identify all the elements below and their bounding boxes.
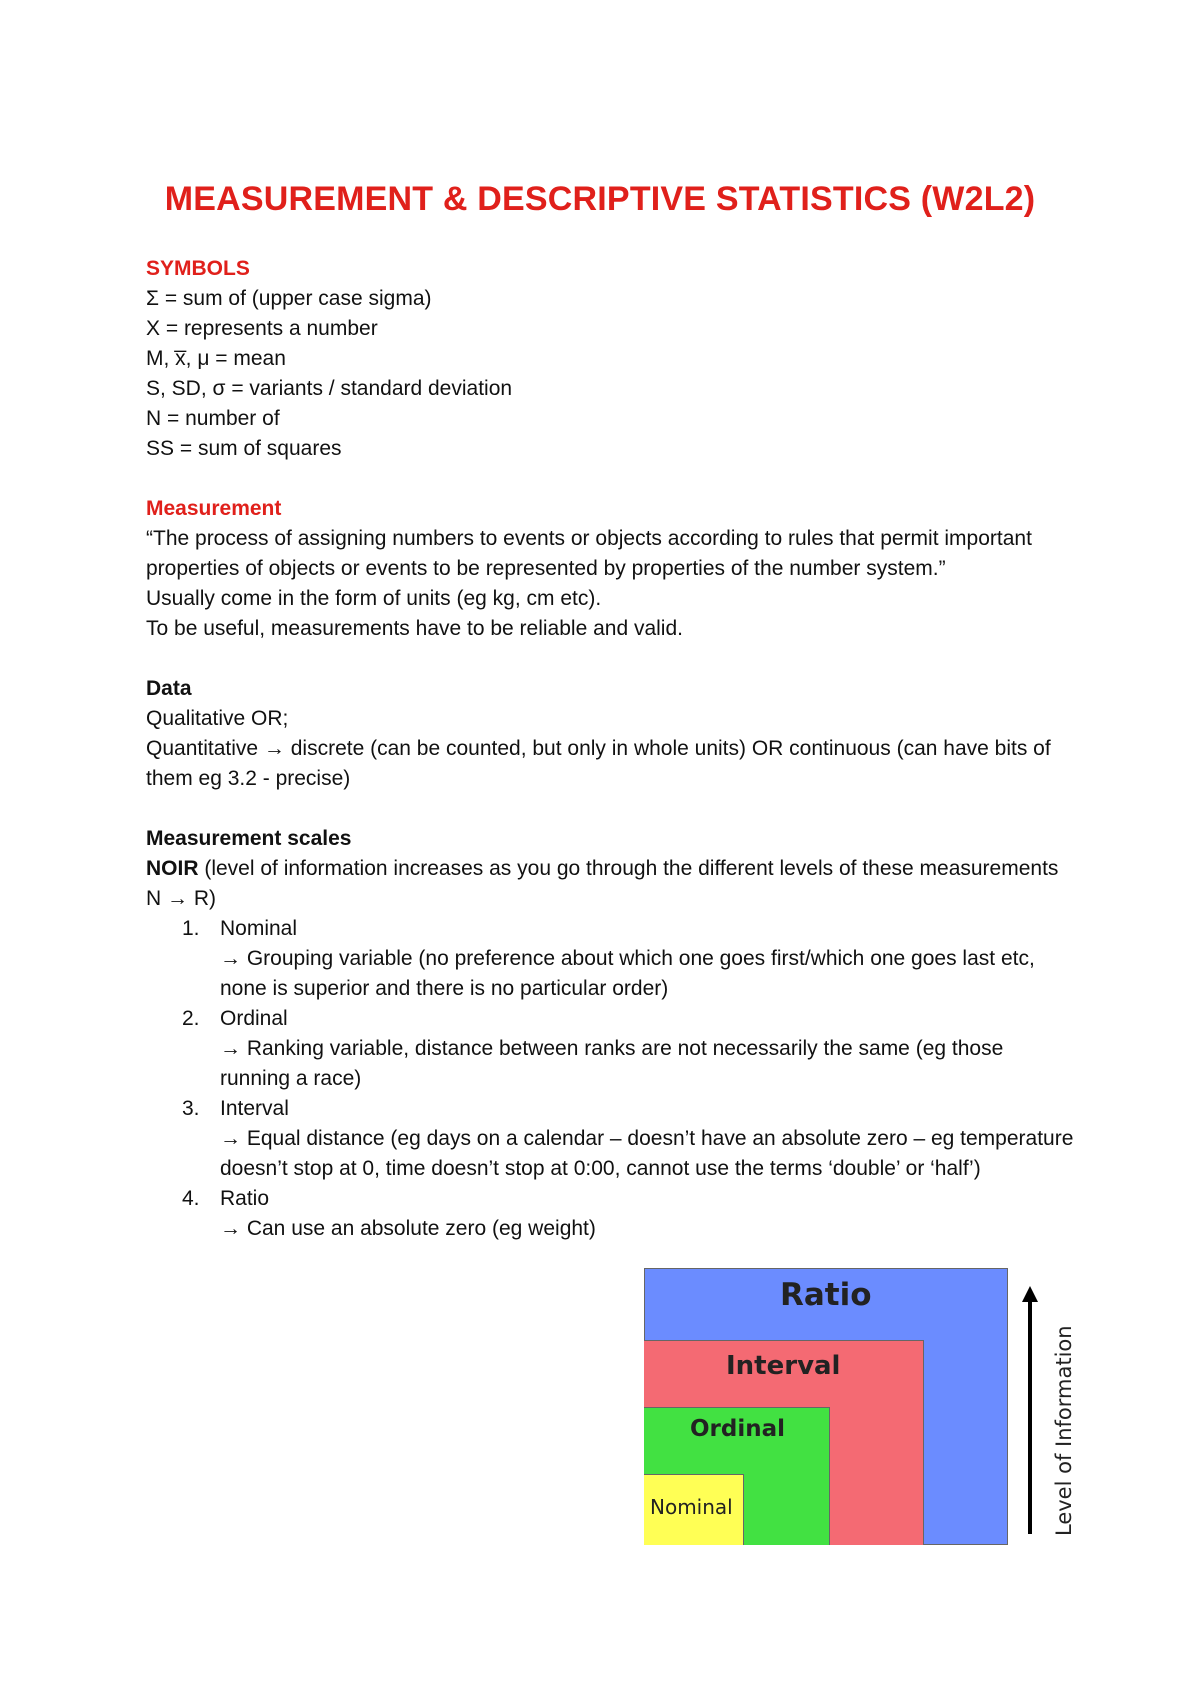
symbol-line: S, SD, σ = variants / standard deviation — [146, 377, 513, 400]
measurement-heading: Measurement — [146, 497, 282, 520]
ratio-label: Ratio — [780, 1277, 872, 1313]
scale-description: Equal distance (eg days on a calendar – doesn’t have an absolute zero – eg temperature doesn’t stop at 0, time doesn’t stop at 0:00, cannot use the terms ‘double’ or ‘half’) — [220, 1127, 1074, 1180]
data-heading: Data — [146, 677, 192, 700]
symbol-line: Σ = sum of (upper case sigma) — [146, 287, 432, 310]
list-item — [146, 914, 1076, 1004]
symbol-line: M, x̅, μ = mean — [146, 347, 286, 370]
up-arrow-icon — [1020, 1286, 1040, 1536]
page-title: MEASUREMENT & DESCRIPTIVE STATISTICS (W2L2) — [164, 180, 1036, 218]
data-quantitative-line: Quantitative → discrete (can be counted, but only in whole units) OR continuous (can have bits of them eg 3.2 - precise) — [146, 737, 1051, 790]
data-qualitative-line: Qualitative OR; — [146, 707, 289, 730]
symbol-line: X = represents a number — [146, 317, 378, 340]
document-body — [146, 254, 1076, 1244]
ordinal-label: Ordinal — [690, 1416, 786, 1442]
interval-label: Interval — [726, 1351, 841, 1381]
noir-text: (level of information increases as you go through the different levels of these measurements N → R) — [146, 857, 1059, 910]
list-item — [146, 1004, 1076, 1094]
scale-description: Can use an absolute zero (eg weight) — [241, 1217, 596, 1240]
symbol-line: N = number of — [146, 407, 280, 430]
scale-name: Interval — [220, 1097, 289, 1120]
measurement-quote: “The process of assigning numbers to events or objects according to rules that permit important properties of objects or events to be represented by properties of the number system.” — [146, 527, 1032, 580]
nominal-label: Nominal — [650, 1495, 733, 1519]
list-item — [146, 1094, 1076, 1184]
list-number: 2. — [182, 1007, 200, 1030]
noir-paragraph — [146, 854, 1076, 914]
nominal-box — [644, 1474, 744, 1545]
scale-name: Nominal — [220, 917, 298, 940]
level-of-information-label: Level of Information — [1052, 1325, 1076, 1536]
arrow-icon: → — [220, 1037, 241, 1060]
scale-description: Ranking variable, distance between ranks are not necessarily the same (eg those running a race) — [220, 1037, 1004, 1090]
arrow-icon: → — [220, 947, 241, 970]
scale-name: Ratio — [220, 1187, 270, 1210]
list-number: 1. — [182, 917, 200, 940]
scale-description: Grouping variable (no preference about which one goes first/which one goes last etc, none is superior and there is no particular order) — [220, 947, 1035, 1000]
scales-list — [146, 914, 1076, 1244]
list-number: 3. — [182, 1097, 200, 1120]
scale-name: Ordinal — [220, 1007, 288, 1030]
measurement-useful-line: To be useful, measurements have to be reliable and valid. — [146, 617, 683, 640]
symbol-line: SS = sum of squares — [146, 437, 342, 460]
noir-diagram — [644, 1268, 1084, 1546]
measurement-units-line: Usually come in the form of units (eg kg, cm etc). — [146, 587, 602, 610]
list-item — [146, 1184, 1076, 1244]
scales-heading: Measurement scales — [146, 827, 352, 850]
noir-label: NOIR — [146, 857, 199, 880]
list-number: 4. — [182, 1187, 200, 1210]
symbols-heading: SYMBOLS — [146, 257, 250, 280]
arrow-icon: → — [220, 1127, 241, 1150]
arrow-icon: → — [220, 1217, 241, 1240]
